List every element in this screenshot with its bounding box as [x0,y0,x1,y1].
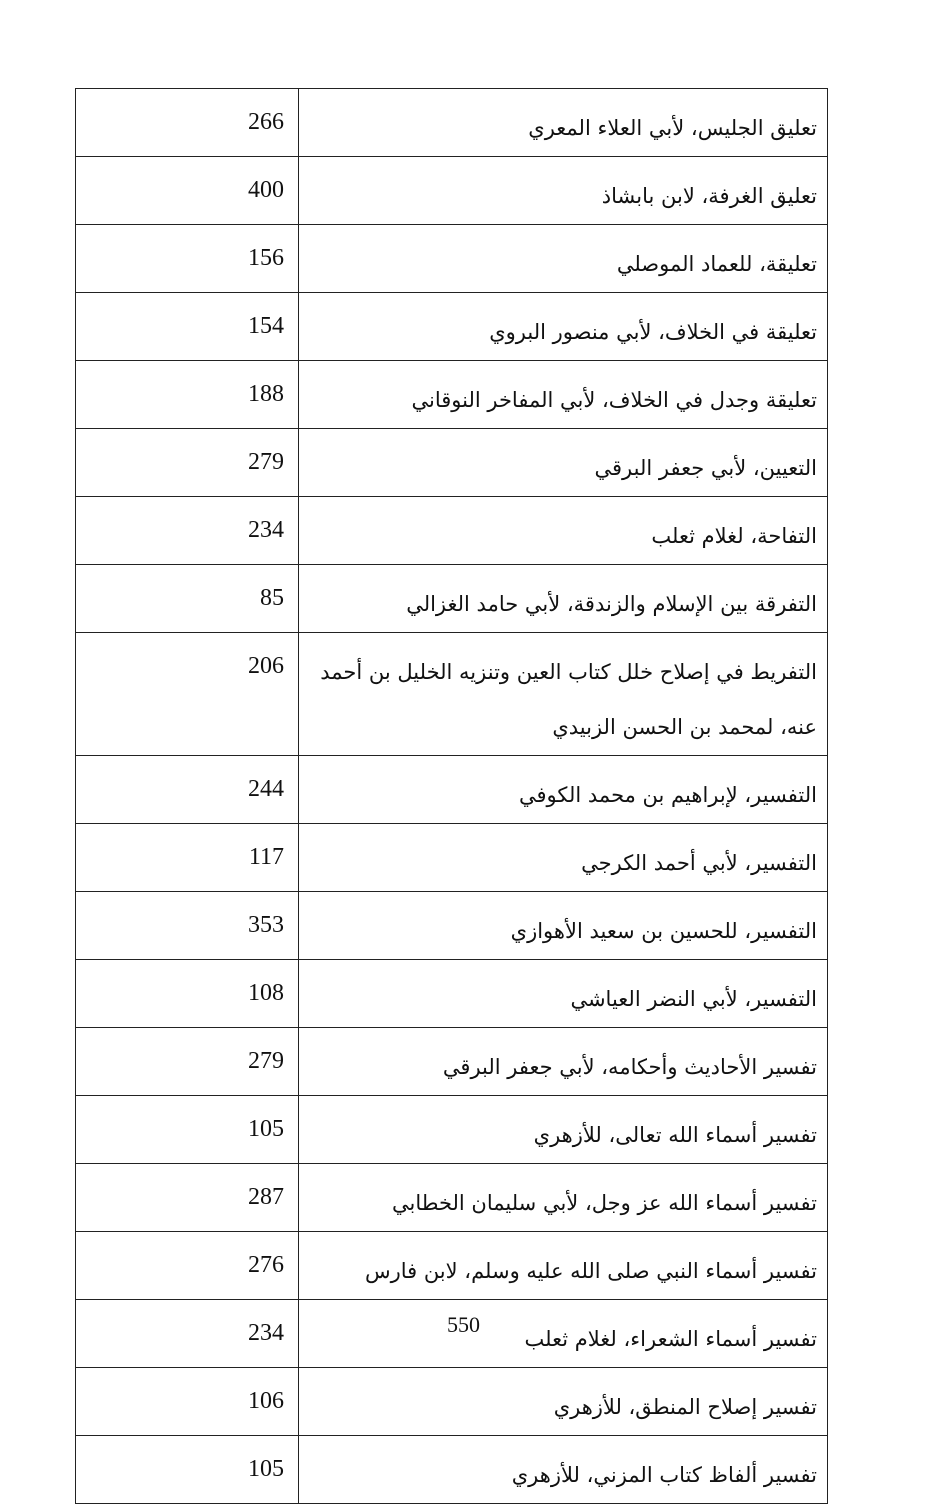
page-reference: 279 [248,1048,284,1074]
page-reference: 234 [248,517,284,543]
index-rows [76,89,828,1504]
page-reference: 105 [248,1116,284,1142]
page-number: 550 [447,1312,480,1337]
table-row [76,225,828,293]
book-title-cell: تفسير ألفاظ كتاب المزني، للأزهري [299,1436,828,1504]
book-title-cell: تفسير إصلاح المنطق، للأزهري [299,1368,828,1436]
table-row [76,1368,828,1436]
table-row [76,1028,828,1096]
table-row [76,497,828,565]
book-title-cell: التفسير، لإبراهيم بن محمد الكوفي [299,756,828,824]
page-reference-cell [76,1164,299,1232]
table-row [76,1164,828,1232]
table-row [76,1436,828,1504]
book-title-cell: التفريط في إصلاح خلل كتاب العين وتنزيه الخليل بن أحمد عنه، لمحمد بن الحسن الزبيدي [299,633,828,756]
page-reference-cell [76,429,299,497]
page-reference: 117 [248,844,284,870]
table-row [76,429,828,497]
book-title-cell: التفسير، لأبي النضر العياشي [299,960,828,1028]
page-reference-cell [76,361,299,429]
page-reference-cell [76,497,299,565]
page-reference: 154 [248,313,284,339]
page-reference-cell [76,824,299,892]
table-row [76,824,828,892]
page-reference: 400 [248,177,284,203]
page-reference-cell [76,633,299,756]
table-row [76,633,828,756]
book-title-cell: التعيين، لأبي جعفر البرقي [299,429,828,497]
page-reference-cell [76,892,299,960]
page-reference-cell [76,960,299,1028]
page-reference-cell [76,565,299,633]
page-reference-cell [76,1096,299,1164]
book-title-cell: التفسير، للحسين بن سعيد الأهوازي [299,892,828,960]
book-title-cell: التفرقة بين الإسلام والزندقة، لأبي حامد الغزالي [299,565,828,633]
table-row [76,1096,828,1164]
table-row [76,960,828,1028]
page-reference: 244 [248,776,284,802]
page-reference: 266 [248,109,284,135]
book-title-cell: التفسير، لأبي أحمد الكرجي [299,824,828,892]
page-reference: 85 [260,585,284,611]
table-row [76,361,828,429]
table-row [76,1232,828,1300]
book-title-cell: التفاحة، لغلام ثعلب [299,497,828,565]
page-reference-cell [76,1368,299,1436]
page-reference-cell [76,293,299,361]
page-reference: 276 [248,1252,284,1278]
book-title-cell: تعليقة في الخلاف، لأبي منصور البروي [299,293,828,361]
book-title-cell: تفسير أسماء الله تعالى، للأزهري [299,1096,828,1164]
book-title-cell: تفسير أسماء الشعراء، لغلام ثعلب [299,1300,828,1368]
page-reference: 279 [248,449,284,475]
table-row [76,157,828,225]
table-row [76,565,828,633]
page-reference-cell [76,1028,299,1096]
page-reference-cell [76,1436,299,1504]
table-row [76,892,828,960]
table-row [76,293,828,361]
page-reference: 188 [248,381,284,407]
page-reference: 353 [248,912,284,938]
index-table [75,88,828,1504]
page-reference: 287 [248,1184,284,1210]
book-title-cell: تفسير الأحاديث وأحكامه، لأبي جعفر البرقي [299,1028,828,1096]
page-reference-cell [76,1232,299,1300]
page-reference: 234 [248,1320,284,1346]
book-title-cell: تعليق الغرفة، لابن بابشاذ [299,157,828,225]
page-reference: 156 [248,245,284,271]
book-title-cell: تعليقة وجدل في الخلاف، لأبي المفاخر النوقاني [299,361,828,429]
page-reference-cell [76,89,299,157]
book-title-cell: تفسير أسماء النبي صلى الله عليه وسلم، لابن فارس [299,1232,828,1300]
page-reference: 206 [248,653,284,679]
page-reference: 105 [248,1456,284,1482]
table-row [76,756,828,824]
book-title-cell: تعليقة، للعماد الموصلي [299,225,828,293]
page-reference-cell [76,225,299,293]
page-reference-cell [76,157,299,225]
book-title-cell: تعليق الجليس، لأبي العلاء المعري [299,89,828,157]
page-reference-cell [76,756,299,824]
page-reference: 108 [248,980,284,1006]
book-title-cell: تفسير أسماء الله عز وجل، لأبي سليمان الخطابي [299,1164,828,1232]
table-row [76,89,828,157]
page-reference: 106 [248,1388,284,1414]
